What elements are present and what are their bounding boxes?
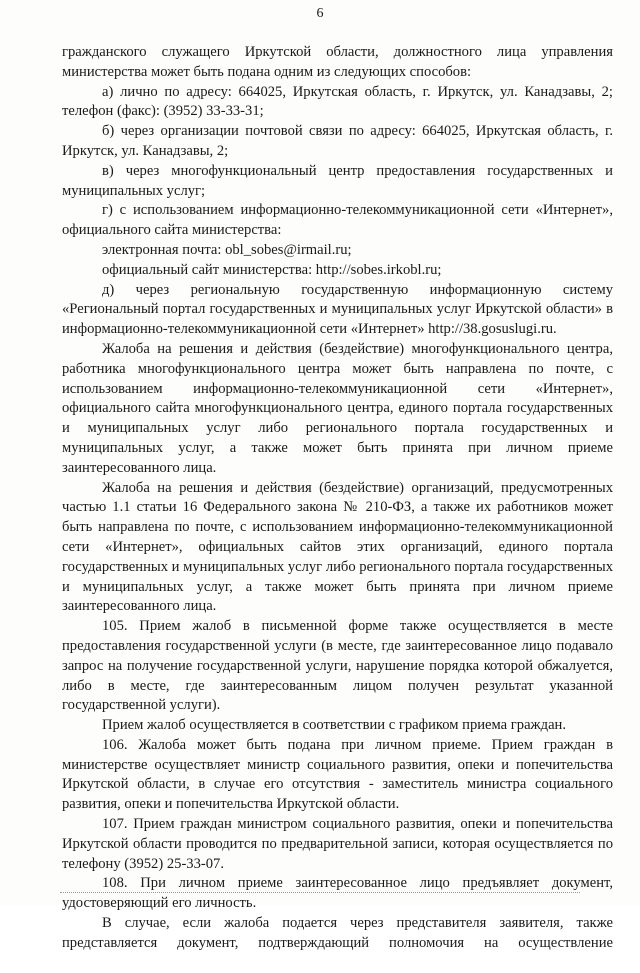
- paragraph-mfc-complaint: Жалоба на решения и действия (бездействие) многофункционального центра, работника многофункционального центра может быть направлена по почте, с использованием информационно-телекоммуникационной сети «Интернет», официального сайта многофункционального центра, единого портала государственных и муниципальных услуг либо регионального портала государственных и муниципальных услуг, а также может быть принята при личном приеме заинтересованного лица.: [62, 340, 613, 476]
- paragraph-method-b: б) через организации почтовой связи по адресу: 664025, Иркутская область, г. Иркутск, ул. Канадзавы, 2;: [62, 123, 613, 159]
- paragraph-105: 105. Прием жалоб в письменной форме также осуществляется в месте предоставления государственной услуги (в месте, где заинтересованное лицо подавало запрос на получение государственной услуги, нарушение порядка которой обжалуется, либо в месте, где заинтересованным лицом получен результат указанной государственной услуги).: [62, 618, 613, 714]
- page-number: 6: [316, 6, 324, 21]
- paragraph-method-e: д) через региональную государственную информационную систему «Региональный портал государственных и муниципальных услуг Иркутской области» в информационно-телекоммуникационной сети «Интернет» http://38.gosuslugi.ru.: [62, 281, 613, 338]
- paragraph-107: 107. Прием граждан министром социального развития, опеки и попечительства Иркутской области проводится по предварительной записи, которая осуществляется по телефону (3952) 25-33-07.: [62, 816, 613, 872]
- paragraph-representative: В случае, если жалоба подается через представителя заявителя, также представляется документ, подтверждающий полномочия на осуществление: [62, 915, 613, 951]
- document-body: [62, 43, 613, 973]
- paragraph-108: 108. При личном приеме заинтересованное лицо предъявляет документ, удостоверяющий его личность.: [62, 875, 613, 912]
- paragraph-106: 106. Жалоба может быть подана при личном приеме. Прием граждан в министерстве осуществляет министр социального развития, опеки и попечительства Иркутской области, в случае его отсутствия - заместитель министра социального развития, опеки и попечительства Иркутской области.: [62, 736, 613, 813]
- paragraph-email: электронная почта: obl_sobes@irmail.ru;: [102, 241, 352, 258]
- paragraph-complaint-methods-intro: гражданского служащего Иркутской области, должностного лица управления министерства может быть подана одним из следующих способов:: [62, 44, 613, 80]
- paragraph-website: официальный сайт министерства: http://sobes.irkobl.ru;: [102, 261, 442, 278]
- paragraph-organizations-complaint: Жалоба на решения и действия (бездействие) организаций, предусмотренных частью 1.1 статьи 16 Федерального закона № 210-ФЗ, а также их работников может быть направлена по почте, с использованием информационно-телекоммуникационной сети «Интернет», официальных сайтов этих организаций, единого портала государственных и муниципальных услуг либо регионального портала государственных и муниципальных услуг, а также может быть принята при личном приеме заинтересованного лица.: [62, 479, 613, 615]
- scan-bottom-edge: [60, 892, 580, 893]
- paragraph-method-d: г) с использованием информационно-телекоммуникационной сети «Интернет», официального сайта министерства:: [62, 202, 613, 239]
- paragraph-method-c: в) через многофункциональный центр предоставления государственных и муниципальных услуг;: [62, 162, 613, 199]
- paragraph-schedule: Прием жалоб осуществляется в соответствии с графиком приема граждан.: [102, 717, 566, 734]
- paragraph-method-a: а) лично по адресу: 664025, Иркутская область, г. Иркутск, ул. Канадзавы, 2; телефон (факс): (3952) 33-33-31;: [62, 83, 613, 120]
